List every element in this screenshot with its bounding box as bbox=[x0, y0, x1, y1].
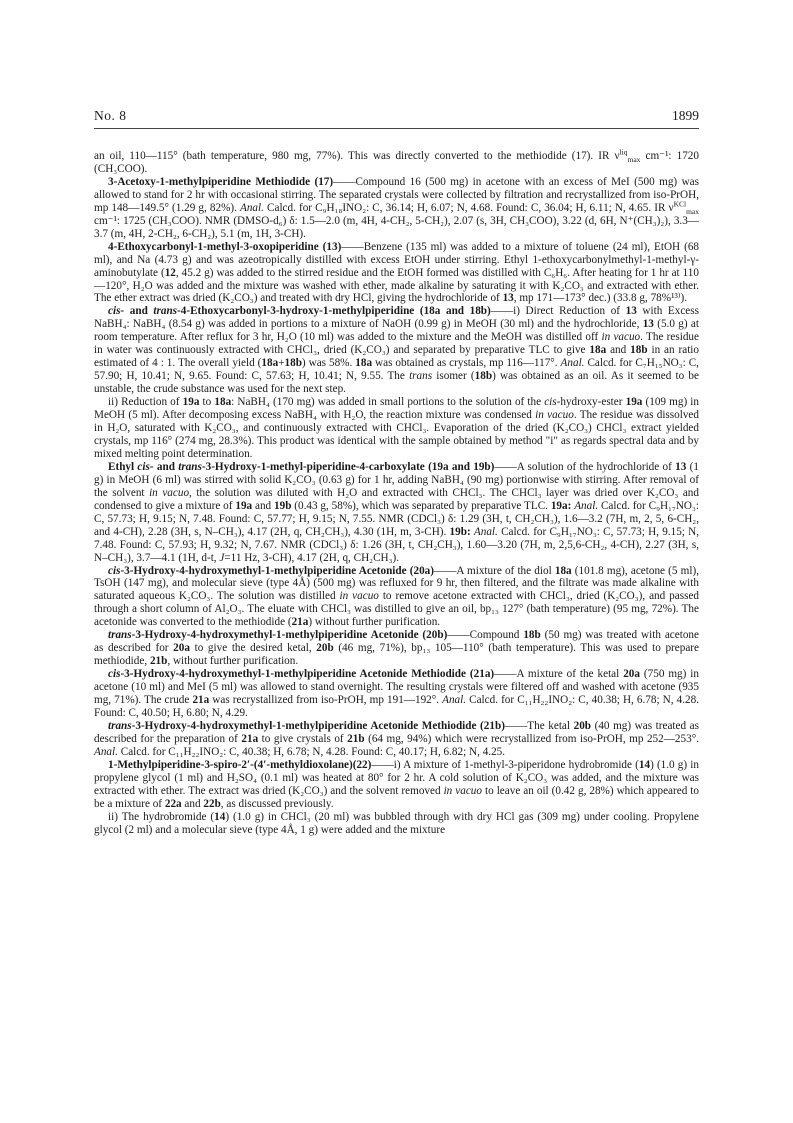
text-run: ——i) A mixture of 1-methyl-3-piperidone hydrobromide ( bbox=[371, 758, 639, 771]
text-run: 21a bbox=[291, 616, 309, 629]
text-run: 21a bbox=[241, 732, 259, 745]
text-run: trans bbox=[108, 629, 132, 642]
paragraph-p6 bbox=[94, 461, 699, 565]
text-run: Anal. bbox=[574, 499, 599, 512]
text-run: 21b bbox=[347, 732, 365, 745]
text-run: 18b bbox=[630, 344, 648, 357]
text-run: trans bbox=[178, 460, 202, 473]
text-run: trans bbox=[108, 719, 132, 732]
text-run: an oil, 110—115° (bath temperature, 980 mg, 77%). This was directly converted to the methiodide (17). IR ν bbox=[94, 150, 620, 162]
text-run: and bbox=[124, 305, 154, 318]
text-run: (50 mg) was treated with acetone as described for bbox=[94, 629, 699, 655]
text-run: -3-Hydroxy-4-hydroxymethyl-1-methylpiperidine Acetonide (20a) bbox=[120, 564, 434, 577]
text-run: 20a bbox=[623, 668, 640, 681]
text-run: ——Benzene (135 ml) was added to a mixture of toluene (24 ml), EtOH (68 ml), and Na (4.73 g) and was azeotropically distilled with excess EtOH under stirring. Ethyl 1-ethoxycarbonylmethyl-1-methyl-γ-aminobutylate ( bbox=[94, 240, 700, 279]
text-run: Calcd. for C₉H₁₇NO₃: C, 57.73; H, 9.15; N, 7.48. Found: C, 57.93; H, 9.32; N, 7.67. NMR (CDCl₃) δ: 1.26 (3H, t, CH₂CH₃), 1.60—3.20 (7H, m, 2,5,6-CH₂, 4-CH), 2.27 (3H, s, N–CH₃), 3.7—4.1 (1H, d-t, bbox=[94, 525, 699, 564]
text-run: was obtained as crystals, mp 116—117°. bbox=[372, 357, 561, 370]
text-run: Anal. bbox=[560, 357, 585, 370]
text-run: , without further purification. bbox=[167, 655, 299, 668]
paragraph-p8 bbox=[94, 629, 699, 668]
text-run: in vacuo bbox=[149, 486, 190, 499]
text-run: and bbox=[181, 797, 204, 810]
text-run: max bbox=[627, 155, 641, 165]
text-run: -hydroxy-ester bbox=[556, 396, 626, 409]
text-run: ——A solution of the hydrochloride of bbox=[494, 460, 676, 473]
text-run: in vacuo bbox=[601, 331, 641, 344]
text-run: 18a bbox=[355, 357, 373, 370]
text-run: and bbox=[606, 344, 631, 357]
text-run: Anal. bbox=[240, 201, 264, 214]
text-run: cis bbox=[544, 396, 557, 409]
text-run: + bbox=[278, 357, 285, 370]
text-run: . The residue in water was continuously extracted with CHCl₃, dried (K₂CO₃) and separated by preparative TLC to give bbox=[94, 331, 699, 357]
text-run: 19a: bbox=[550, 499, 572, 512]
text-run: ——Compound 16 (500 mg) in acetone with an excess of MeI (500 mg) was allowed to stand for 2 hr with occasional stirring. The separated crystals were collected by filtration and recrystallized from iso-PrOH, mp 148—149.5° (1.29 g, 82%). bbox=[94, 175, 699, 214]
text-run: ii) Reduction of bbox=[108, 396, 183, 409]
text-run: 20b bbox=[573, 719, 592, 732]
text-run: KCl bbox=[673, 199, 687, 209]
text-run: 19b: bbox=[449, 525, 471, 538]
text-run: Anal. bbox=[442, 694, 467, 707]
page-number: 1899 bbox=[672, 108, 699, 123]
text-run: with Excess NaBH₄: NaBH₄ (8.54 g) was added in portions to a mixture of NaOH (0.99 g) in MeOH (30 ml) and the hydrochloride, bbox=[94, 305, 699, 331]
text-run: and bbox=[153, 460, 179, 473]
text-run: isomer ( bbox=[432, 370, 475, 383]
text-run: Calcd. for C₉H₁₇NO₃: C, 57.73; H, 9.15; N, 7.48. Found: C, 57.77; H, 9.15; N, 7.55. NMR (CDCl₃) δ: 1.29 (3H, t, CH₂CH₃), 1.6—3.2 (7H, m, 2, 5, 6-CH₂, and 4-CH), 2.28 (3H, s, N–CH₃), 4.17 (2H, q, CH₂CH₃), 4.30 (1H, m, 3-CH). bbox=[94, 499, 700, 538]
text-run: ) was obtained as an oil. As it seemed to be unstable, the crude substance was used for the next step. bbox=[94, 370, 699, 396]
text-run: (109 mg) in MeOH (5 ml). After decomposing excess NaBH₄ with H₂O, the reaction mixture was condensed bbox=[94, 396, 699, 422]
text-run: max bbox=[686, 207, 699, 217]
text-run: in vacuo bbox=[535, 409, 574, 422]
text-run: =11 Hz, 3-CH), 4.17 (2H, q, CH₂CH₃). bbox=[224, 551, 400, 564]
text-run: (101.8 mg), acetone (5 ml), TsOH (147 mg), and molecular sieve (type 4Å) (500 mg) was refluxed for 9 hr, then filtered, and the filtrate was made alkaline with saturated aqueous K₂CO₃. The solution was distilled bbox=[94, 564, 699, 603]
text-run: 18b bbox=[284, 357, 302, 370]
text-run: -3-Hydroxy-4-hydroxymethyl-1-methylpiperidine Acetonide Methiodide (21b) bbox=[131, 719, 505, 732]
text-run: 18a bbox=[261, 357, 279, 370]
text-run: liq bbox=[619, 147, 628, 157]
text-run: 14 bbox=[638, 758, 651, 771]
paragraph-p12 bbox=[94, 811, 699, 837]
header-rule bbox=[94, 128, 699, 129]
paragraph-p10 bbox=[94, 720, 699, 759]
text-run: Ethyl bbox=[108, 460, 138, 473]
text-run: ——The ketal bbox=[504, 719, 574, 732]
text-run: ii) The hydrobromide ( bbox=[108, 810, 215, 823]
text-run: ——Compound bbox=[447, 629, 524, 642]
text-run: cm⁻¹: 1725 (CH₃COO). NMR (DMSO-d₆) δ: 1.5—2.0 (m, 4H, 4-CH₂, 5-CH₂), 2.07 (s, 3H, CH₃COO), 3.22 (d, 6H, N⁺(CH₃)₂), 3.3—3.7 (m, 4H, 2-CH₂, 6-CH₂), 5.1 (m, 1H, 3-CH). bbox=[94, 214, 699, 240]
text-run: to remove acetone extracted with CHCl₃, dried (K₂CO₃), and passed through a short column of Al₂O₃. The eluate with CHCl₃ was distilled to give an oil, bp₁₃ 127° (bath temperature) (95 mg, 72%). The acetonide was converted to the methiodide ( bbox=[94, 590, 700, 629]
text-run: (750 mg) in acetone (10 ml) and MeI (5 ml) was allowed to stand overnight. The resulting crystals were filtered off and washed with acetone (935 mg, 71%). The crude bbox=[94, 668, 699, 707]
text-run: J bbox=[219, 551, 225, 564]
text-run: . The residue was dissolved in H₂O, saturated with K₂CO₃, and continuously extracted with CHCl₃. Evaporation of the dried (K₂CO₃) CHCl₃ extract yielded crystals, mp 116° (274 mg, 28.3%). This product was identical with the sample obtained by method "i" as regards spectral data and by mixed melting point determination. bbox=[94, 409, 699, 460]
text-run: Calcd. for C₁₁H₂₂INO₂: C, 40.38; H, 6.78; N, 4.28. Found: C, 40.50; H, 6.80; N, 4.29. bbox=[94, 694, 699, 719]
text-run: (64 mg, 94%) which were recrystallized from iso-PrOH, mp 252—253°. bbox=[364, 732, 699, 745]
text-run: , the solution was diluted with H₂O and extracted with CHCl₃. The CHCl₃ layer was dried over K₂CO₃ and condensed to give a mixture of bbox=[94, 486, 699, 512]
text-run: 19a bbox=[182, 396, 200, 409]
text-run: 21a bbox=[192, 694, 210, 707]
text-run: 18a bbox=[554, 564, 572, 577]
text-run: , 45.2 g) was added to the stirred residue and the EtOH formed was distilled with C₆H₆. After heating for 1 hr at 110—120°, H₂O was added and the mixture was washed with ether, made alkaline by saturating it with K₂CO₃ and extracted with ether. The ether extract was dried (K₂CO₃) and treated with dry HCl, giving the hydrochloride of bbox=[94, 266, 699, 305]
text-run: trans bbox=[409, 370, 433, 383]
text-run: in an ratio estimated of 4 : 1. The overall yield ( bbox=[94, 344, 700, 370]
text-run: 13 bbox=[675, 460, 687, 473]
text-run: cis- bbox=[108, 305, 125, 318]
text-run: cis- bbox=[137, 460, 154, 473]
text-run: 13 bbox=[642, 318, 654, 331]
text-run: Anal. bbox=[473, 525, 498, 538]
text-run: : NaBH₄ (170 mg) was added in small portions to the solution of the bbox=[231, 396, 545, 409]
text-run: in vacuo bbox=[339, 590, 379, 603]
text-run: Anal. bbox=[94, 745, 118, 758]
paragraph-p7 bbox=[94, 565, 699, 630]
paragraph-p2 bbox=[94, 176, 699, 241]
paragraph-p5 bbox=[94, 396, 699, 461]
text-run: 18a bbox=[214, 396, 232, 409]
paragraph-p9 bbox=[94, 668, 699, 720]
text-run: 22a bbox=[164, 797, 182, 810]
text-run: 19a bbox=[625, 396, 643, 409]
text-run: cis bbox=[108, 564, 121, 577]
text-run: to leave an oil (0.42 g, 28%) which appeared to be a mixture of bbox=[94, 784, 700, 810]
text-run: -3-Hydroxy-4-hydroxymethyl-1-methylpiperidine Acetonide (20b) bbox=[131, 629, 448, 642]
text-run: ) without further purification. bbox=[308, 616, 441, 629]
experimental-text bbox=[94, 147, 700, 837]
text-run: to bbox=[199, 396, 215, 409]
text-run: (0.43 g, 58%), which was separated by preparative TLC. bbox=[291, 499, 551, 512]
text-run: 22b bbox=[203, 797, 221, 810]
text-run: in vacuo bbox=[443, 784, 482, 797]
text-run: (1 g) in MeOH (6 ml) was stirred with solid K₂CO₃ (0.63 g) for 1 hr, adding NaBH₄ (90 mg) portionwise with stirring. After removal of the solvent bbox=[94, 460, 699, 499]
issue-number: No. 8 bbox=[94, 108, 127, 123]
text-run: (5.0 g) at room temperature. After reflux for 3 hr, H₂O (10 ml) was added to the mixture and the MeOH was distilled off bbox=[94, 318, 699, 344]
text-run: 18a bbox=[589, 344, 607, 357]
text-run: cis bbox=[108, 668, 121, 681]
text-run: Calcd. for C₁₁H₂₂INO₂: C, 40.38; H, 6.78; N, 4.28. Found: C, 40.17; H, 6.82; N, 4.25. bbox=[117, 745, 506, 758]
text-run: 21b bbox=[149, 655, 168, 668]
text-run: 19b bbox=[274, 499, 292, 512]
page-header bbox=[94, 108, 699, 128]
paragraph-p4 bbox=[94, 305, 699, 396]
text-run: -3-Hydroxy-1-methyl-piperidine-4-carboxylate (19a and 19b) bbox=[201, 460, 495, 473]
text-run: (46 mg, 71%), bp₁₃ 105—110° (bath temperature). This was used to prepare methiodide, bbox=[94, 642, 699, 668]
text-run: and bbox=[252, 499, 274, 512]
text-run: ——i) Direct Reduction of bbox=[490, 305, 626, 318]
text-run: 18b bbox=[474, 370, 493, 383]
text-run: -4-Ethoxycarbonyl-3-hydroxy-1-methylpiperidine (18a and 18b) bbox=[177, 305, 491, 318]
text-run: to give crystals of bbox=[258, 732, 348, 745]
text-run: Calcd. for C₇H₁₅NO₃: C, 57.90; H, 10.41; N, 9.65. Found: C, 57.63; H, 10.41; N, 9.55. The bbox=[94, 357, 699, 383]
text-run: ) (1.0 g) in propylene glycol (1 ml) and H₂SO₄ (0.1 ml) was heated at 80° for 2 hr. A cold solution of K₂CO₃ was added, and the mixture was extracted with ether. The extract was dried (K₂CO₃) and the solvent removed bbox=[94, 758, 699, 797]
text-run: (40 mg) was treated as described for the preparation of bbox=[94, 719, 699, 745]
text-run: , as discussed previously. bbox=[220, 797, 334, 810]
paragraph-p3 bbox=[94, 241, 699, 306]
text-run: ——A mixture of the ketal bbox=[494, 668, 624, 681]
text-run: 13 bbox=[625, 305, 637, 318]
text-run: 19a bbox=[235, 499, 253, 512]
text-run: 1-Methylpiperidine-3-spiro-2′-(4′-methyldioxolane)(22) bbox=[108, 758, 372, 771]
text-run: -3-Hydroxy-4-hydroxymethyl-1-methylpiperidine Acetonide Methiodide (21a) bbox=[120, 668, 495, 681]
paragraph-p11 bbox=[94, 759, 699, 811]
text-run: , mp 171—173° dec.) (33.8 g, 78%¹³⁾). bbox=[513, 292, 688, 305]
text-run: ) was 58%. bbox=[301, 357, 356, 370]
text-run: was recrystallized from iso-PrOH, mp 191—192°. bbox=[209, 694, 443, 707]
text-run: to give the desired ketal, bbox=[189, 642, 317, 655]
text-run: 18b bbox=[523, 629, 541, 642]
text-run: 4-Ethoxycarbonyl-1-methyl-3-oxopiperidine (13) bbox=[108, 240, 342, 253]
text-run: cm⁻¹: 1720 (CH₃COO). bbox=[94, 150, 699, 175]
text-run: 14 bbox=[214, 810, 226, 823]
text-run: ——A mixture of the diol bbox=[434, 564, 555, 577]
text-run: 13 bbox=[502, 292, 514, 305]
paragraph-p1 bbox=[94, 147, 699, 176]
text-run: ) (1.0 g) in CHCl₃ (20 ml) was bubbled through with dry HCl gas (309 mg) under cooling. Propylene glycol (2 ml) and a molecular sieve (type 4Å, 1 g) were added and the mixture bbox=[94, 810, 699, 836]
text-run: Calcd. for C₉H₁₈INO₂: C, 36.14; H, 6.07; N, 4.68. Found: C, 36.04; H, 6.11; N, 4.65. IR ν bbox=[263, 201, 674, 214]
text-run: 20a bbox=[173, 642, 190, 655]
text-run: 3-Acetoxy-1-methylpiperidine Methiodide (17) bbox=[108, 175, 334, 188]
text-run: trans bbox=[153, 305, 178, 318]
text-run: 12 bbox=[164, 266, 176, 279]
text-run: 20b bbox=[316, 642, 334, 655]
